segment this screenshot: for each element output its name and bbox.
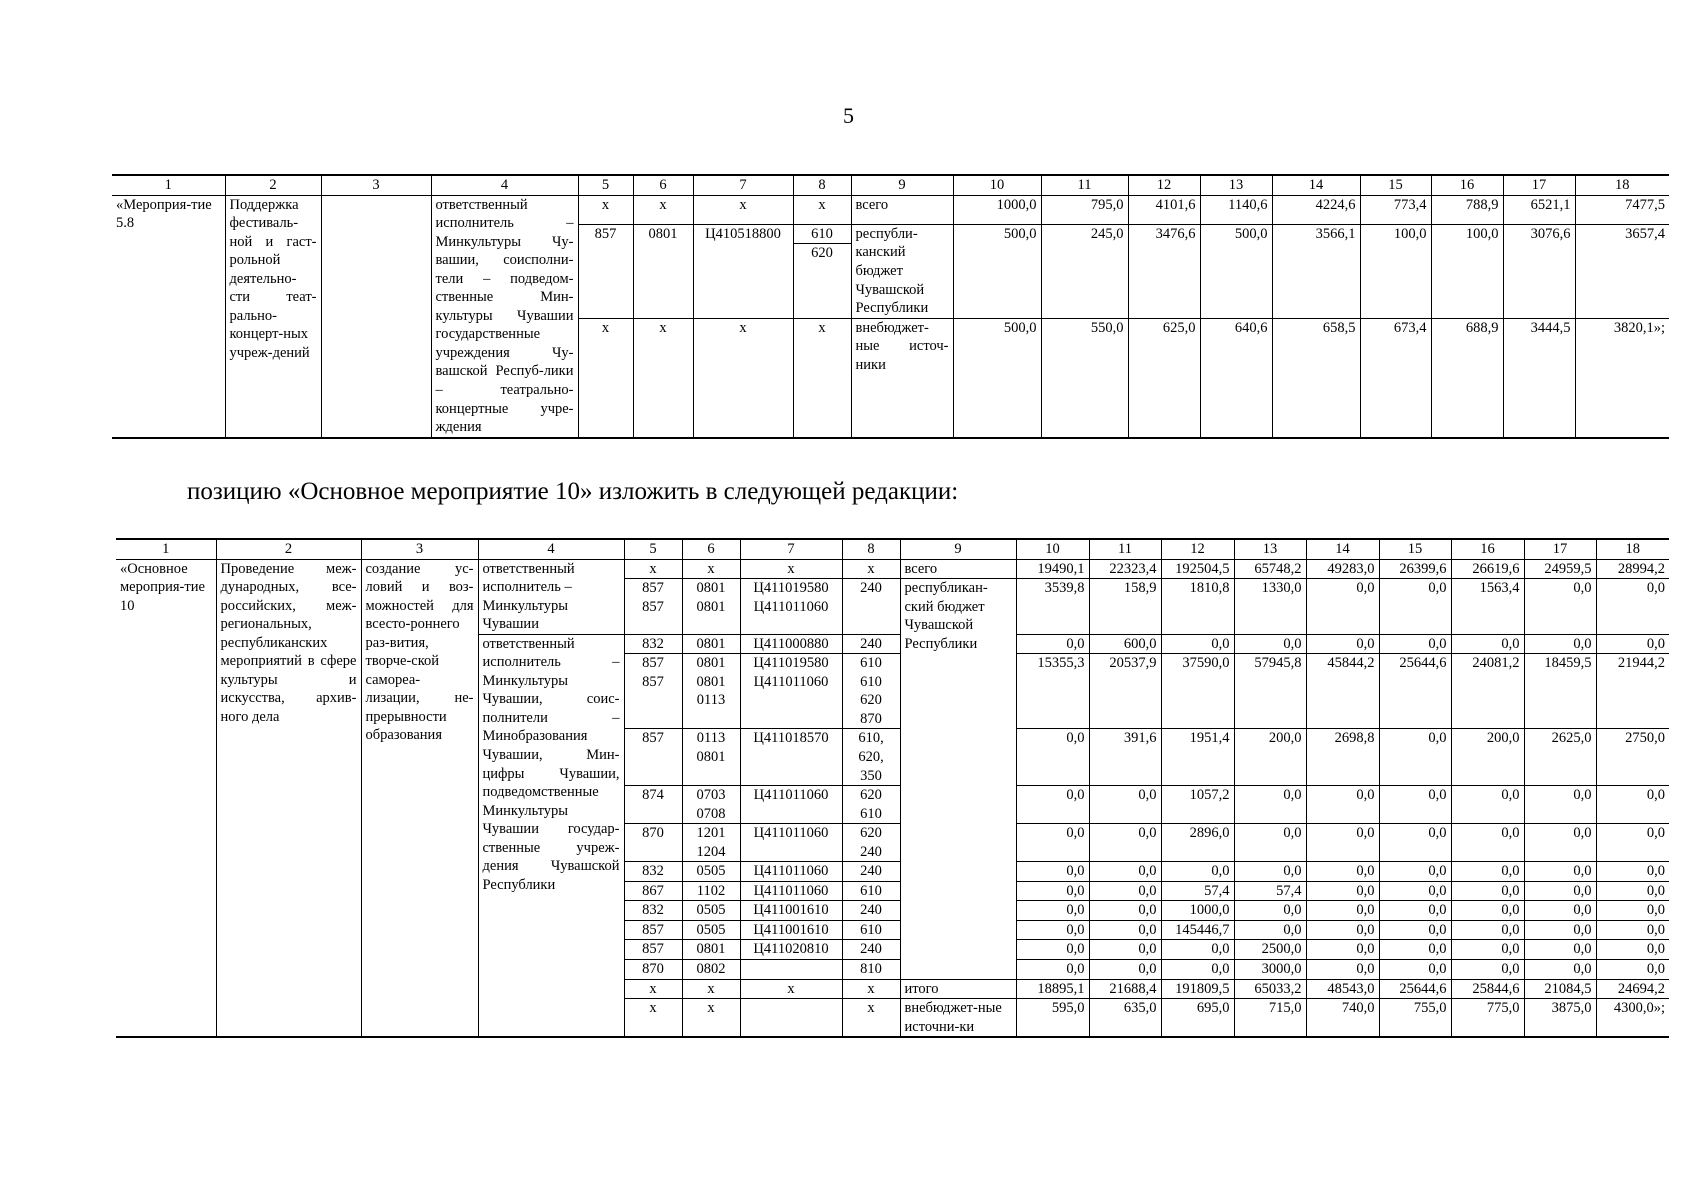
- target-article: Ц411020810: [740, 940, 842, 960]
- section-code: x: [633, 195, 693, 224]
- value-cell: 0,0: [1234, 786, 1306, 824]
- expense-type: 620 240: [842, 824, 900, 862]
- t1-header-cell: 3: [321, 175, 431, 195]
- expense-type: x: [842, 559, 900, 579]
- value-cell: 0,0: [1234, 862, 1306, 882]
- expense-type: [793, 224, 851, 318]
- grbs-code: x: [624, 999, 682, 1038]
- value-cell: 0,0: [1596, 786, 1669, 824]
- value-cell: 500,0: [953, 224, 1041, 318]
- value-cell: 0,0: [1306, 786, 1379, 824]
- value-cell: 1140,6: [1200, 195, 1272, 224]
- funding-source: внебюджет-ные источ-ники: [851, 318, 953, 438]
- value-cell: 715,0: [1234, 999, 1306, 1038]
- value-cell: 640,6: [1200, 318, 1272, 438]
- t1-header-cell: 9: [851, 175, 953, 195]
- expense-type: 240: [842, 579, 900, 635]
- value-cell: 22323,4: [1089, 559, 1161, 579]
- table-measure-5-8: [112, 174, 1669, 439]
- value-cell: 673,4: [1360, 318, 1431, 438]
- value-cell: 0,0: [1524, 862, 1596, 882]
- responsible-executor: ответственный исполнитель – Минкультуры Чу-вашии, соисполни-тели – подведом-ственные Мин-культуры Чувашии государственные учреждения Чу-вашской Респуб-лики – театрально-концертные учре-ждения: [431, 195, 578, 438]
- value-cell: 0,0: [1016, 960, 1089, 980]
- grbs-code: 857: [578, 224, 633, 318]
- section-code: x: [633, 318, 693, 438]
- value-cell: 3444,5: [1503, 318, 1575, 438]
- expense-type: 810: [842, 960, 900, 980]
- t2-header-cell: 16: [1451, 539, 1524, 559]
- value-cell: 0,0: [1524, 881, 1596, 901]
- value-cell: 0,0: [1089, 881, 1161, 901]
- value-cell: 773,4: [1360, 195, 1431, 224]
- value-cell: 0,0: [1524, 920, 1596, 940]
- grbs-code: 870: [624, 960, 682, 980]
- value-cell: 3539,8: [1016, 579, 1089, 635]
- value-cell: 2500,0: [1234, 940, 1306, 960]
- t1-header-cell: 5: [578, 175, 633, 195]
- section-code: 0802: [682, 960, 740, 980]
- value-cell: 6521,1: [1503, 195, 1575, 224]
- funding-source: республикан-ский бюджет Чувашской Республики: [900, 579, 1016, 979]
- expense-type: x: [842, 999, 900, 1038]
- value-cell: 0,0: [1596, 634, 1669, 654]
- grbs-code: x: [624, 559, 682, 579]
- expense-type: 610 610 620 870: [842, 654, 900, 729]
- value-cell: 18459,5: [1524, 654, 1596, 729]
- value-cell: 158,9: [1089, 579, 1161, 635]
- value-cell: 0,0: [1161, 940, 1234, 960]
- value-cell: 0,0: [1596, 940, 1669, 960]
- value-cell: 3566,1: [1272, 224, 1360, 318]
- value-cell: 200,0: [1451, 729, 1524, 786]
- value-cell: 2750,0: [1596, 729, 1669, 786]
- t2-header-cell: 11: [1089, 539, 1161, 559]
- target-article: x: [693, 195, 793, 224]
- value-cell: 391,6: [1089, 729, 1161, 786]
- t2-header-cell: 15: [1379, 539, 1451, 559]
- value-cell: 788,9: [1431, 195, 1503, 224]
- section-code: 0505: [682, 920, 740, 940]
- expense-type: x: [793, 195, 851, 224]
- value-cell: 15355,3: [1016, 654, 1089, 729]
- value-cell: 0,0: [1089, 901, 1161, 921]
- t2-header-cell: 5: [624, 539, 682, 559]
- value-cell: 0,0: [1379, 960, 1451, 980]
- value-cell: 0,0: [1016, 786, 1089, 824]
- funding-source: итого: [900, 979, 1016, 999]
- page-number: 5: [843, 103, 854, 128]
- target-article: Ц411019580 Ц411011060: [740, 579, 842, 635]
- value-cell: 0,0: [1596, 960, 1669, 980]
- expense-type: 610: [842, 920, 900, 940]
- value-cell: 4224,6: [1272, 195, 1360, 224]
- grbs-code: 832: [624, 634, 682, 654]
- value-cell: 0,0: [1306, 881, 1379, 901]
- section-code: x: [682, 979, 740, 999]
- value-cell: 0,0: [1306, 901, 1379, 921]
- value-cell: 0,0: [1161, 960, 1234, 980]
- responsible-executor: ответственный исполнитель – Минкультуры Чувашии: [478, 559, 624, 634]
- grbs-code: x: [578, 318, 633, 438]
- value-cell: 0,0: [1451, 901, 1524, 921]
- value-cell: 3476,6: [1128, 224, 1200, 318]
- value-cell: 0,0: [1451, 634, 1524, 654]
- value-cell: 0,0: [1524, 786, 1596, 824]
- value-cell: 1000,0: [1161, 901, 1234, 921]
- measure-description: Поддержка фестиваль-ной и гаст-рольной деятельно-сти теат-рально-концерт-ных учреж-дений: [225, 195, 321, 438]
- value-cell: 2625,0: [1524, 729, 1596, 786]
- t1-header-cell: 2: [225, 175, 321, 195]
- funding-source: республи-канский бюджет Чувашской Республики: [851, 224, 953, 318]
- measure-name: «Основное мероприя-тие 10: [116, 559, 216, 1037]
- value-cell: 775,0: [1451, 999, 1524, 1038]
- value-cell: 191809,5: [1161, 979, 1234, 999]
- value-cell: 1951,4: [1161, 729, 1234, 786]
- value-cell: 21084,5: [1524, 979, 1596, 999]
- value-cell: 0,0: [1379, 862, 1451, 882]
- t2-header-cell: 18: [1596, 539, 1669, 559]
- grbs-code: 857 857: [624, 579, 682, 635]
- value-cell: 45844,2: [1306, 654, 1379, 729]
- target-article: Ц411011060: [740, 881, 842, 901]
- value-cell: 0,0: [1379, 634, 1451, 654]
- expense-type: 240: [842, 634, 900, 654]
- value-cell: 0,0: [1016, 862, 1089, 882]
- value-cell: 0,0: [1379, 729, 1451, 786]
- table-row: [112, 195, 1669, 224]
- grbs-code: x: [578, 195, 633, 224]
- value-cell: 18895,1: [1016, 979, 1089, 999]
- grbs-code: 832: [624, 901, 682, 921]
- value-cell: 0,0: [1016, 729, 1089, 786]
- t2-header-cell: 13: [1234, 539, 1306, 559]
- value-cell: 28994,2: [1596, 559, 1669, 579]
- expense-type: 610, 620, 350: [842, 729, 900, 786]
- value-cell: 0,0: [1524, 634, 1596, 654]
- t2-header-cell: 4: [478, 539, 624, 559]
- value-cell: 0,0: [1596, 824, 1669, 862]
- value-cell: 200,0: [1234, 729, 1306, 786]
- t1-header-cell: 18: [1575, 175, 1669, 195]
- target-article: [740, 999, 842, 1038]
- expense-type-value: 620: [811, 245, 833, 262]
- expense-type: 610: [842, 881, 900, 901]
- section-code: 1201 1204: [682, 824, 740, 862]
- section-code: 0801 0801 0113: [682, 654, 740, 729]
- grbs-code: 874: [624, 786, 682, 824]
- value-cell: 0,0: [1306, 920, 1379, 940]
- value-cell: 0,0: [1524, 960, 1596, 980]
- section-code: 0801: [682, 634, 740, 654]
- measure-goal: [321, 195, 431, 438]
- value-cell: 2896,0: [1161, 824, 1234, 862]
- value-cell: 26619,6: [1451, 559, 1524, 579]
- value-cell: 49283,0: [1306, 559, 1379, 579]
- value-cell: 192504,5: [1161, 559, 1234, 579]
- funding-source: всего: [900, 559, 1016, 579]
- grbs-code: 857: [624, 940, 682, 960]
- value-cell: 1810,8: [1161, 579, 1234, 635]
- value-cell: 0,0: [1089, 920, 1161, 940]
- value-cell: 0,0: [1089, 824, 1161, 862]
- value-cell: 0,0: [1016, 634, 1089, 654]
- value-cell: 0,0: [1016, 901, 1089, 921]
- value-cell: 0,0: [1234, 824, 1306, 862]
- value-cell: 0,0: [1306, 862, 1379, 882]
- target-article: x: [740, 559, 842, 579]
- responsible-executor-blank: [478, 979, 624, 1037]
- t1-header-cell: 15: [1360, 175, 1431, 195]
- target-article: Ц411011060: [740, 824, 842, 862]
- value-cell: 7477,5: [1575, 195, 1669, 224]
- section-code: 0113 0801: [682, 729, 740, 786]
- value-cell: 0,0: [1379, 824, 1451, 862]
- measure-goal: создание ус-ловий и воз-можностей для всесто-роннего раз-вития, творче-ской самореа-лизации, не-прерывности образования: [361, 559, 478, 1037]
- value-cell: 658,5: [1272, 318, 1360, 438]
- measure-name: «Мероприя-тие 5.8: [112, 195, 225, 438]
- value-cell: 2698,8: [1306, 729, 1379, 786]
- t2-header-cell: 10: [1016, 539, 1089, 559]
- grbs-code: 867: [624, 881, 682, 901]
- value-cell: 0,0: [1016, 824, 1089, 862]
- target-article: Ц411001610: [740, 901, 842, 921]
- t2-header-cell: 3: [361, 539, 478, 559]
- t1-header-cell: 8: [793, 175, 851, 195]
- value-cell: 0,0: [1596, 862, 1669, 882]
- t2-header-cell: 8: [842, 539, 900, 559]
- value-cell: 0,0: [1379, 579, 1451, 635]
- section-code: 0703 0708: [682, 786, 740, 824]
- section-code: 0801: [682, 940, 740, 960]
- value-cell: 0,0: [1234, 901, 1306, 921]
- measure-description: Проведение меж-дународных, все-российских, меж-региональных, республиканских мероприятий в сфере культуры и искусства, архив-ного дела: [216, 559, 361, 1037]
- value-cell: 635,0: [1089, 999, 1161, 1038]
- funding-source: внебюджет-ные источни-ки: [900, 999, 1016, 1038]
- value-cell: 0,0: [1089, 960, 1161, 980]
- grbs-code: 857: [624, 920, 682, 940]
- value-cell: 145446,7: [1161, 920, 1234, 940]
- t1-header-cell: 6: [633, 175, 693, 195]
- expense-type: 240: [842, 862, 900, 882]
- value-cell: 245,0: [1041, 224, 1128, 318]
- t1-header-cell: 12: [1128, 175, 1200, 195]
- value-cell: 3000,0: [1234, 960, 1306, 980]
- target-article: Ц410518800: [693, 224, 793, 318]
- t1-header-cell: 16: [1431, 175, 1503, 195]
- section-code: 0505: [682, 901, 740, 921]
- section-code: x: [682, 559, 740, 579]
- value-cell: 21688,4: [1089, 979, 1161, 999]
- value-cell: 48543,0: [1306, 979, 1379, 999]
- value-cell: 0,0: [1161, 862, 1234, 882]
- t1-header-cell: 17: [1503, 175, 1575, 195]
- value-cell: 0,0: [1379, 786, 1451, 824]
- value-cell: 37590,0: [1161, 654, 1234, 729]
- value-cell: 595,0: [1016, 999, 1089, 1038]
- section-code: 0801: [633, 224, 693, 318]
- value-cell: 550,0: [1041, 318, 1128, 438]
- t2-header-cell: 7: [740, 539, 842, 559]
- value-cell: 100,0: [1431, 224, 1503, 318]
- value-cell: 21944,2: [1596, 654, 1669, 729]
- value-cell: 65033,2: [1234, 979, 1306, 999]
- table-row: [116, 559, 1669, 579]
- value-cell: 24959,5: [1524, 559, 1596, 579]
- t2-header-cell: 2: [216, 539, 361, 559]
- t2-header-cell: 9: [900, 539, 1016, 559]
- value-cell: 0,0: [1596, 920, 1669, 940]
- value-cell: 695,0: [1161, 999, 1234, 1038]
- value-cell: 1563,4: [1451, 579, 1524, 635]
- value-cell: 24081,2: [1451, 654, 1524, 729]
- value-cell: 0,0: [1451, 862, 1524, 882]
- expense-type: x: [842, 979, 900, 999]
- value-cell: 0,0: [1306, 634, 1379, 654]
- target-article: x: [740, 979, 842, 999]
- value-cell: 24694,2: [1596, 979, 1669, 999]
- value-cell: 0,0: [1306, 940, 1379, 960]
- grbs-code: 857 857: [624, 654, 682, 729]
- value-cell: 0,0: [1524, 579, 1596, 635]
- value-cell: 0,0: [1596, 901, 1669, 921]
- value-cell: 0,0: [1524, 824, 1596, 862]
- value-cell: 0,0: [1306, 960, 1379, 980]
- target-article: Ц411000880: [740, 634, 842, 654]
- value-cell: 500,0: [953, 318, 1041, 438]
- t1-header-cell: 14: [1272, 175, 1360, 195]
- value-cell: 1330,0: [1234, 579, 1306, 635]
- value-cell: 625,0: [1128, 318, 1200, 438]
- funding-source: всего: [851, 195, 953, 224]
- value-cell: 600,0: [1089, 634, 1161, 654]
- value-cell: 0,0: [1596, 579, 1669, 635]
- value-cell: 65748,2: [1234, 559, 1306, 579]
- target-article: Ц411018570: [740, 729, 842, 786]
- grbs-code: x: [624, 979, 682, 999]
- value-cell: 19490,1: [1016, 559, 1089, 579]
- value-cell: 100,0: [1360, 224, 1431, 318]
- expense-type: 240: [842, 940, 900, 960]
- instruction-text: позицию «Основное мероприятие 10» изложить в следующей редакции:: [187, 478, 959, 505]
- t2-header-cell: 17: [1524, 539, 1596, 559]
- value-cell: 3076,6: [1503, 224, 1575, 318]
- value-cell: 0,0: [1016, 940, 1089, 960]
- value-cell: 25644,6: [1379, 654, 1451, 729]
- value-cell: 0,0: [1089, 786, 1161, 824]
- target-article: x: [693, 318, 793, 438]
- target-article: Ц411001610: [740, 920, 842, 940]
- value-cell: 3875,0: [1524, 999, 1596, 1038]
- value-cell: 0,0: [1306, 824, 1379, 862]
- target-article: Ц411011060: [740, 862, 842, 882]
- t2-header-cell: 12: [1161, 539, 1234, 559]
- grbs-code: 857: [624, 729, 682, 786]
- value-cell: 0,0: [1379, 920, 1451, 940]
- value-cell: 1057,2: [1161, 786, 1234, 824]
- value-cell: 0,0: [1451, 881, 1524, 901]
- value-cell: 688,9: [1431, 318, 1503, 438]
- target-article: Ц411011060: [740, 786, 842, 824]
- value-cell: 3657,4: [1575, 224, 1669, 318]
- expense-type: 620 610: [842, 786, 900, 824]
- section-code: 0801 0801: [682, 579, 740, 635]
- value-cell: 1000,0: [953, 195, 1041, 224]
- value-cell: 0,0: [1379, 940, 1451, 960]
- value-cell: 0,0: [1524, 940, 1596, 960]
- value-cell: 0,0: [1234, 634, 1306, 654]
- t2-header-row: [116, 539, 1669, 559]
- t2-header-cell: 1: [116, 539, 216, 559]
- grbs-code: 870: [624, 824, 682, 862]
- value-cell: 4101,6: [1128, 195, 1200, 224]
- value-cell: 0,0: [1596, 881, 1669, 901]
- section-code: 0505: [682, 862, 740, 882]
- value-cell: 0,0: [1451, 940, 1524, 960]
- value-cell: 0,0: [1089, 862, 1161, 882]
- value-cell: 20537,9: [1089, 654, 1161, 729]
- t1-header-cell: 10: [953, 175, 1041, 195]
- t2-header-cell: 14: [1306, 539, 1379, 559]
- value-cell: 0,0: [1016, 881, 1089, 901]
- section-code: x: [682, 999, 740, 1038]
- responsible-executor: ответственный исполнитель – Минкультуры Чувашии, соис-полнители – Минобразования Чувашии, Мин-цифры Чувашии, подведомственные Минкультуры Чувашии государ-ственные учреж-дения Чувашской Республики: [478, 634, 624, 979]
- target-article: [740, 960, 842, 980]
- t1-header-cell: 4: [431, 175, 578, 195]
- value-cell: 57,4: [1161, 881, 1234, 901]
- grbs-code: 832: [624, 862, 682, 882]
- value-cell: 26399,6: [1379, 559, 1451, 579]
- value-cell: 0,0: [1451, 824, 1524, 862]
- value-cell: 0,0: [1524, 901, 1596, 921]
- value-cell: 740,0: [1306, 999, 1379, 1038]
- t1-header-cell: 1: [112, 175, 225, 195]
- t1-header-cell: 13: [1200, 175, 1272, 195]
- value-cell: 0,0: [1451, 960, 1524, 980]
- value-cell: 0,0: [1379, 901, 1451, 921]
- value-cell: 0,0: [1379, 881, 1451, 901]
- t1-header-cell: 7: [693, 175, 793, 195]
- target-article: Ц411019580 Ц411011060: [740, 654, 842, 729]
- value-cell: 500,0: [1200, 224, 1272, 318]
- table-main-event-10: [116, 538, 1669, 1038]
- value-cell: 0,0: [1089, 940, 1161, 960]
- value-cell: 0,0: [1161, 634, 1234, 654]
- value-cell: 0,0: [1451, 920, 1524, 940]
- value-cell: 25844,6: [1451, 979, 1524, 999]
- value-cell: 57,4: [1234, 881, 1306, 901]
- value-cell: 0,0: [1016, 920, 1089, 940]
- value-cell: 795,0: [1041, 195, 1128, 224]
- expense-type: 240: [842, 901, 900, 921]
- value-cell: 0,0: [1306, 579, 1379, 635]
- value-cell: 57945,8: [1234, 654, 1306, 729]
- section-code: 1102: [682, 881, 740, 901]
- value-cell: 3820,1»;: [1575, 318, 1669, 438]
- t2-header-cell: 6: [682, 539, 740, 559]
- value-cell: 25644,6: [1379, 979, 1451, 999]
- value-cell: 755,0: [1379, 999, 1451, 1038]
- expense-type: x: [793, 318, 851, 438]
- t1-header-row: [112, 175, 1669, 195]
- expense-type-value: 610: [794, 225, 851, 245]
- value-cell: 4300,0»;: [1596, 999, 1669, 1038]
- value-cell: 0,0: [1234, 920, 1306, 940]
- t1-header-cell: 11: [1041, 175, 1128, 195]
- value-cell: 0,0: [1451, 786, 1524, 824]
